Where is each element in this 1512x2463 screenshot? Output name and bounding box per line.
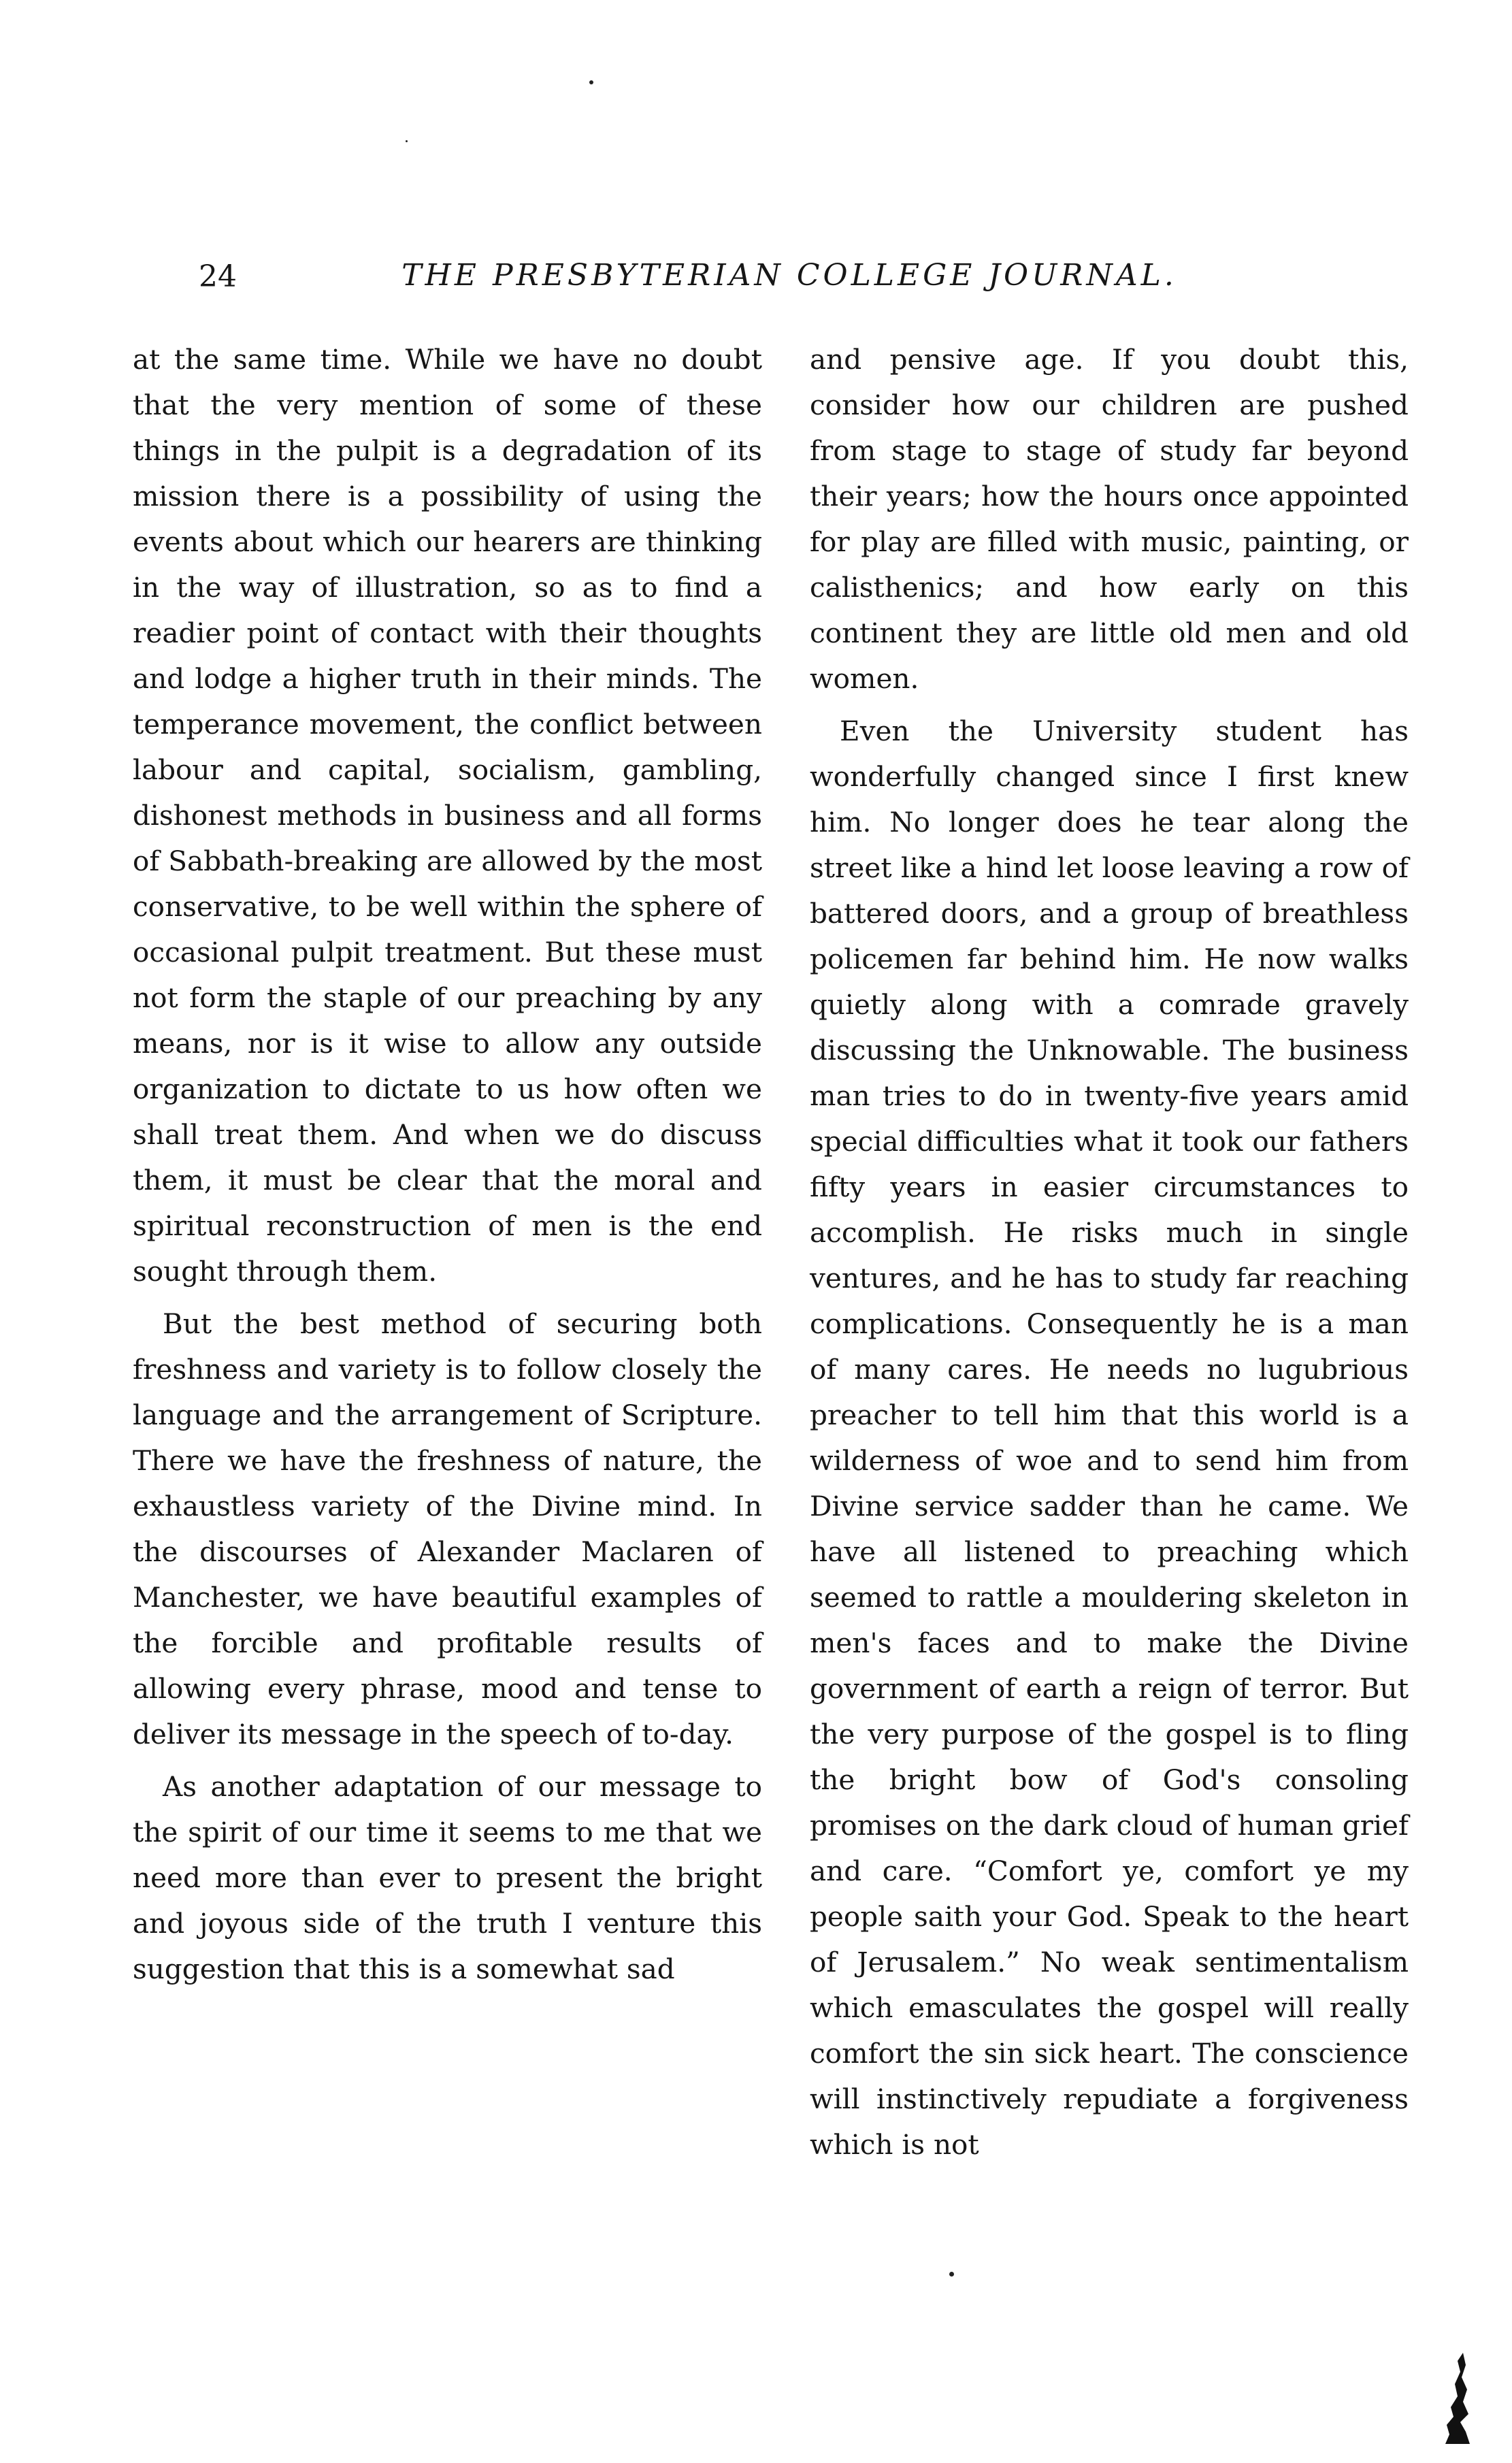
- paragraph: and pensive age. If you doubt this, consider how our children are pushed from stage to stage of study far beyond their years; how the hours once appointed for play are filled with music, painting, or calisthenics; and how early on this continent they are little old men and old women.: [810, 343, 1409, 695]
- print-speck: [589, 80, 593, 84]
- running-title: THE PRESBYTERIAN COLLEGE JOURNAL.: [401, 258, 1177, 293]
- paragraph: As another adaptation of our message to the spirit of our time it seems to me that we need more than ever to present the bright and joyous side of the truth I venture this suggestion that this is a somewhat sad: [133, 1770, 762, 1985]
- ink-smudge-icon: [1443, 2351, 1471, 2445]
- paragraph: Even the University student has wonderfully changed since I first knew him. No longer does he tear along the street like a hind let loose leaving a row of battered doors, and a group of breathless policemen far behind him. He now walks quietly along with a comrade gravely discussing the Unknowable. The business man tries to do in twenty-five years amid special difficulties what it took our fathers fifty years in easier circumstances to accomplish. He risks much in single ventures, and he has to study far reaching complications. Consequently he is a man of many cares. He needs no lugubrious preacher to tell him that this world is a wilderness of woe and to send him from Divine service sadder than he came. We have all listened to preaching which seemed to rattle a mouldering skeleton in men's faces and to make the Divine government of earth a reign of terror. But the very purpose of the gospel is to fling the bright bow of God's consoling promises on the dark cloud of human grief and care. “Comfort ye, comfort ye my people saith your God. Speak to the heart of Jerusalem.” No weak sentimentalism which emasculates the gospel will really comfort the sin sick heart. The conscience will instinctively repudiate a forgiveness which is not: [810, 715, 1409, 2161]
- print-speck: [949, 2272, 954, 2277]
- paragraph: at the same time. While we have no doubt that the very mention of some of these things in the pulpit is a degradation of its mission there is a possibility of using the events about which our hearers are thinking in the way of illustration, so as to find a readier point of contact with their thoughts and lodge a higher truth in their minds. The temperance movement, the conflict between labour and capital, socialism, gambling, dishonest methods in business and all forms of Sabbath-breaking are allowed by the most conservative, to be well within the sphere of occasional pulpit treatment. But these must not form the staple of our preaching by any means, nor is it wise to allow any outside organization to dictate to us how often we shall treat them. And when we do discuss them, it must be clear that the moral and spiritual reconstruction of men is the end sought through them.: [133, 343, 762, 1288]
- paragraph: But the best method of securing both freshness and variety is to follow closely the language and the arrangement of Scripture. There we have the freshness of nature, the exhaustless variety of the Divine mind. In the discourses of Alexander Maclaren of Manchester, we have beautiful examples of the forcible and profitable results of allowing every phrase, mood and tense to deliver its message in the speech of to-day.: [133, 1307, 762, 1750]
- page-number: 24: [199, 259, 237, 294]
- right-column: [810, 337, 1409, 2168]
- print-speck: [406, 140, 408, 142]
- left-column: [133, 337, 762, 1992]
